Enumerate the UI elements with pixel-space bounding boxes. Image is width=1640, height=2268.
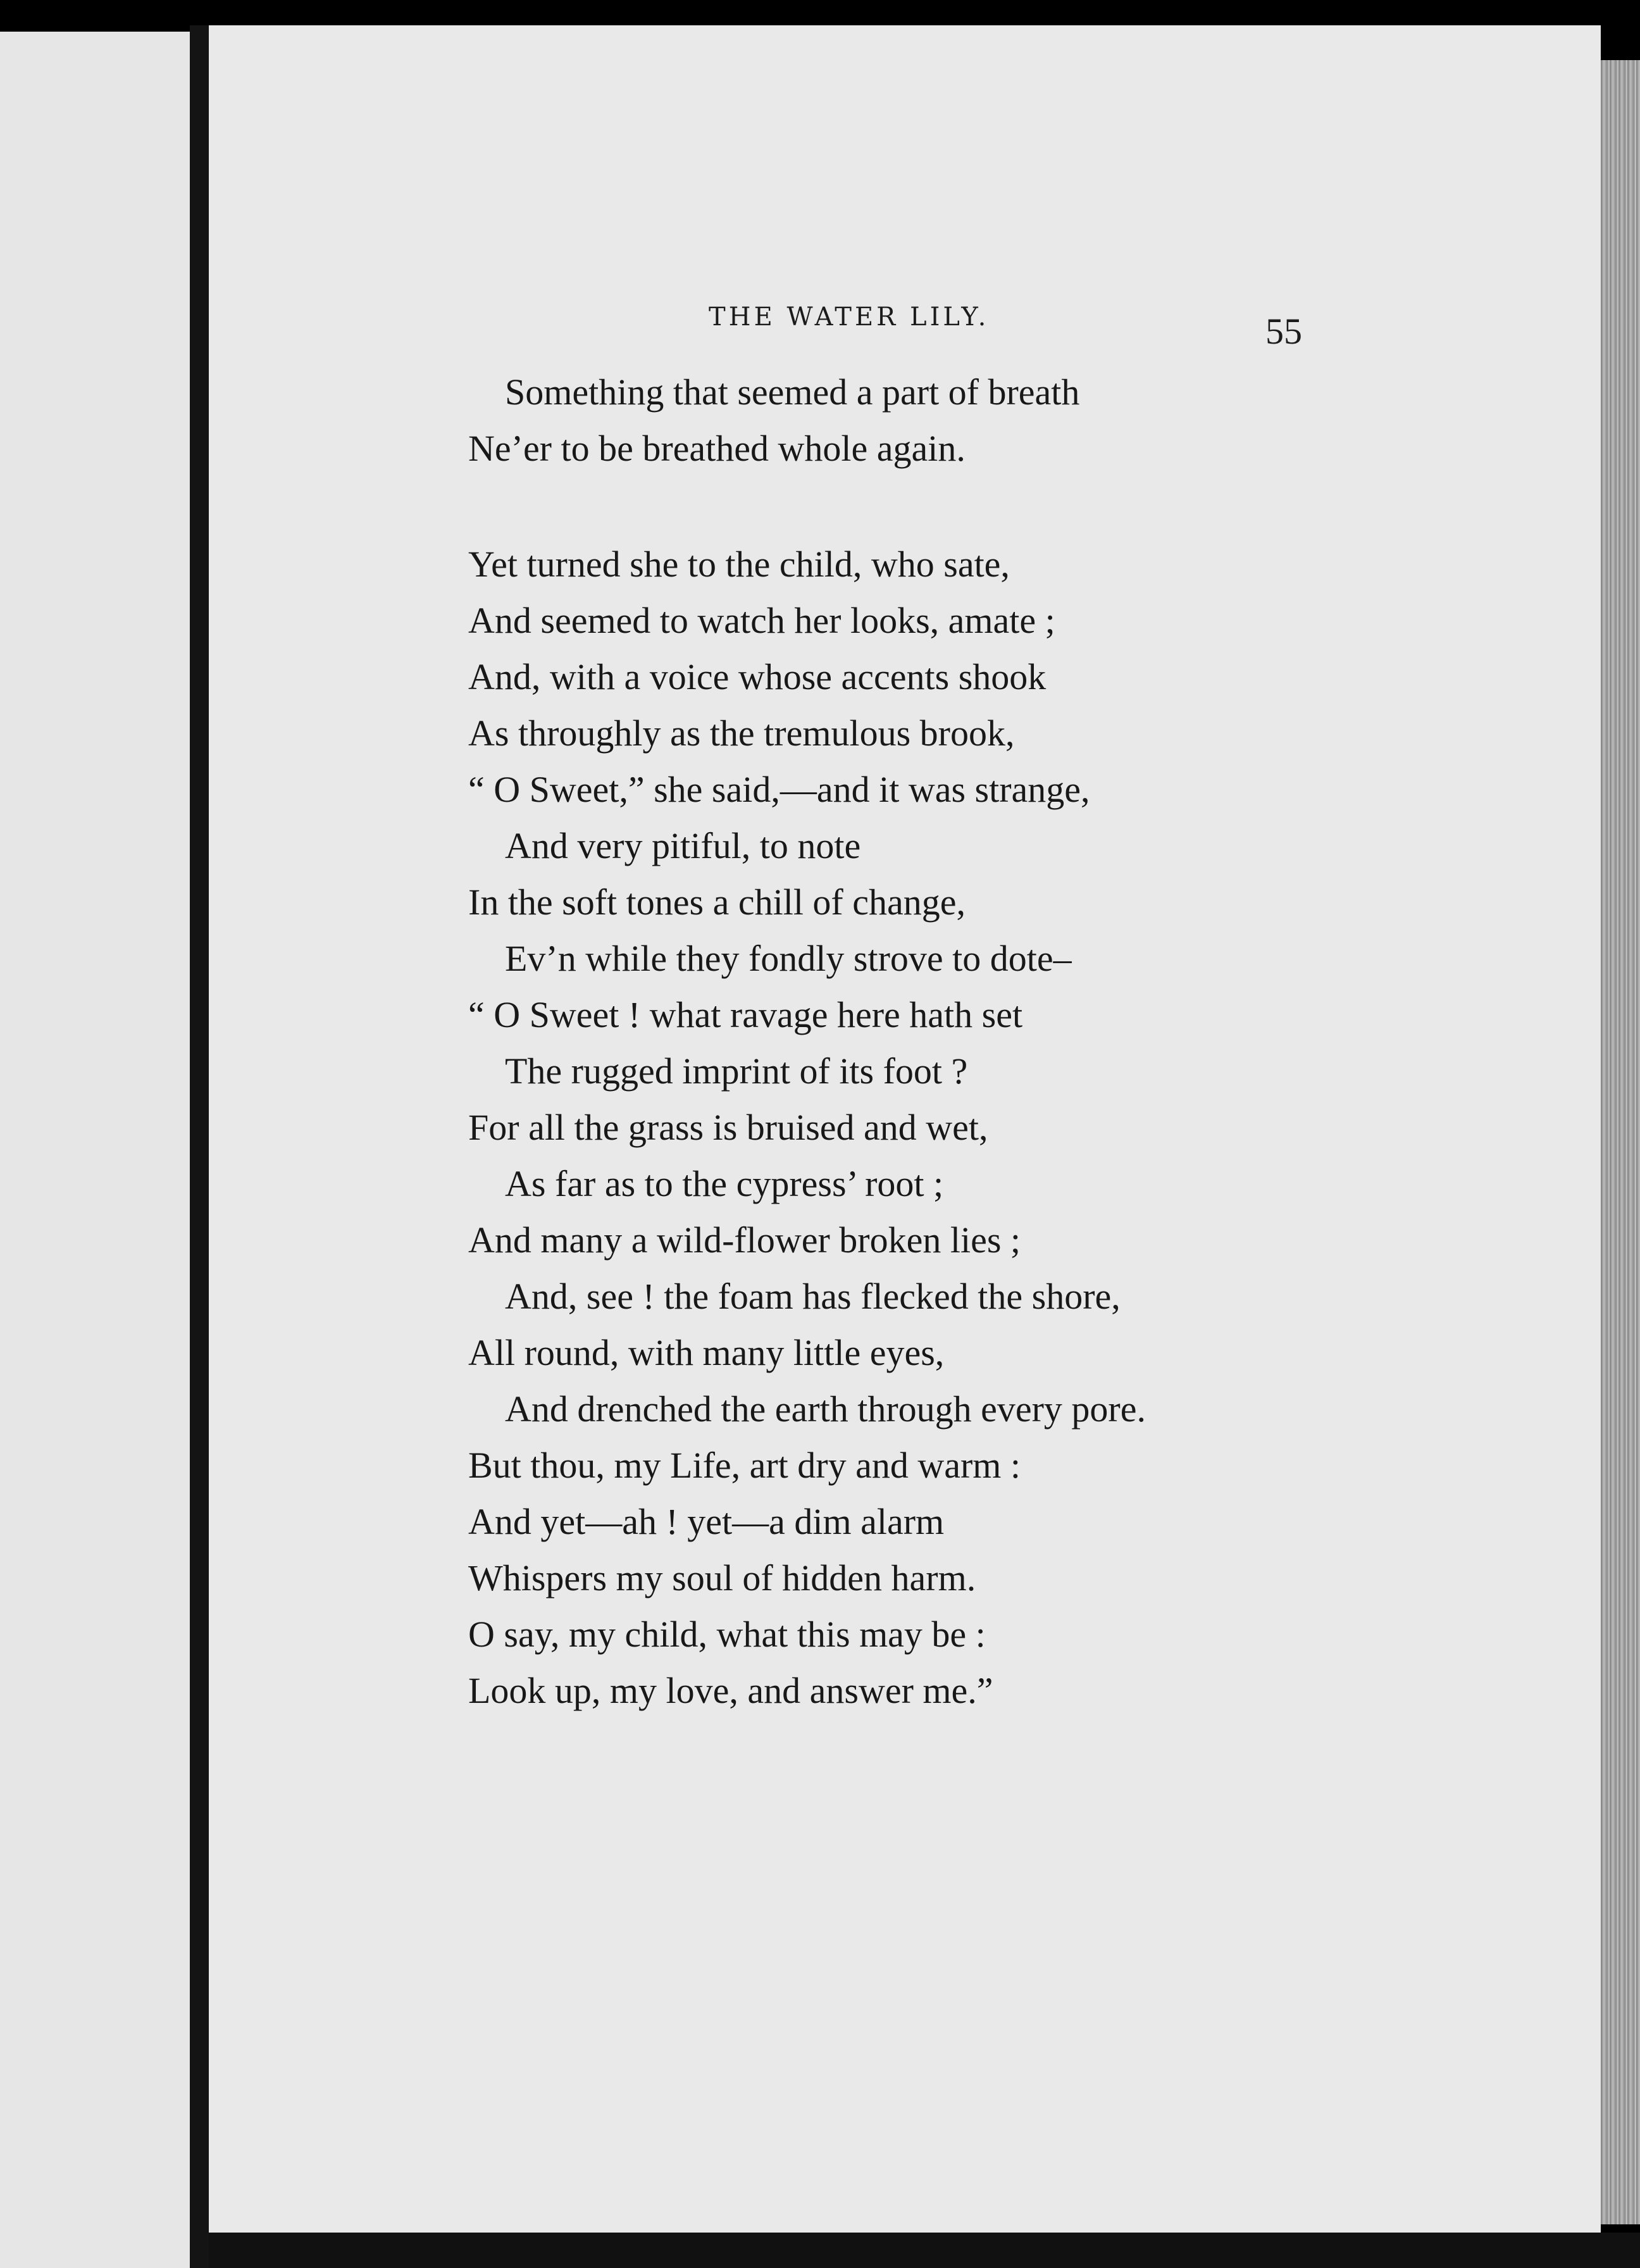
poem-line: All round, with many little eyes, <box>468 1332 945 1373</box>
poem-text <box>468 364 1265 1719</box>
poem-line: But thou, my Life, art dry and warm : <box>468 1445 1021 1486</box>
poem-line: Something that seemed a part of breath <box>505 371 1080 413</box>
poem-line: Look up, my love, and answer me.” <box>468 1670 993 1711</box>
poem-line: “ O Sweet,” she said,—and it was strange, <box>468 769 1090 810</box>
poem-line: As far as to the cypress’ root ; <box>505 1163 944 1204</box>
running-title: THE WATER LILY. <box>709 302 990 332</box>
poem-line: And, see ! the foam has flecked the shore, <box>505 1276 1121 1317</box>
poem-line: And, with a voice whose accents shook <box>468 656 1047 697</box>
poem-line: Ev’n while they fondly strove to dote– <box>505 938 1072 979</box>
poem-line: For all the grass is bruised and wet, <box>468 1107 988 1148</box>
poem-line: O say, my child, what this may be : <box>468 1614 986 1655</box>
poem-line: And seemed to watch her looks, amate ; <box>468 600 1055 641</box>
book-gutter <box>190 25 209 2268</box>
poem-line: The rugged imprint of its foot ? <box>505 1050 968 1092</box>
poem-line: As throughly as the tremulous brook, <box>468 713 1015 754</box>
stanza-break <box>468 477 1265 536</box>
poem-line: In the soft tones a chill of change, <box>468 882 966 923</box>
poem-line: “ O Sweet ! what ravage here hath set <box>468 994 1023 1035</box>
poem-line: And yet—ah ! yet—a dim alarm <box>468 1501 945 1542</box>
poem-line: Whispers my soul of hidden harm. <box>468 1557 976 1598</box>
page-number: 55 <box>1265 311 1302 352</box>
poem-line: Ne’er to be breathed whole again. <box>468 428 966 469</box>
poem-line: And very pitiful, to note <box>505 825 861 866</box>
poem-line: And many a wild-flower broken lies ; <box>468 1219 1021 1261</box>
previous-page-edge <box>0 32 190 2268</box>
bottom-shadow <box>209 2233 1640 2268</box>
poem-line: And drenched the earth through every pore. <box>505 1388 1146 1430</box>
poem-line: Yet turned she to the child, who sate, <box>468 544 1010 585</box>
page-block-edge <box>1601 60 1640 2224</box>
